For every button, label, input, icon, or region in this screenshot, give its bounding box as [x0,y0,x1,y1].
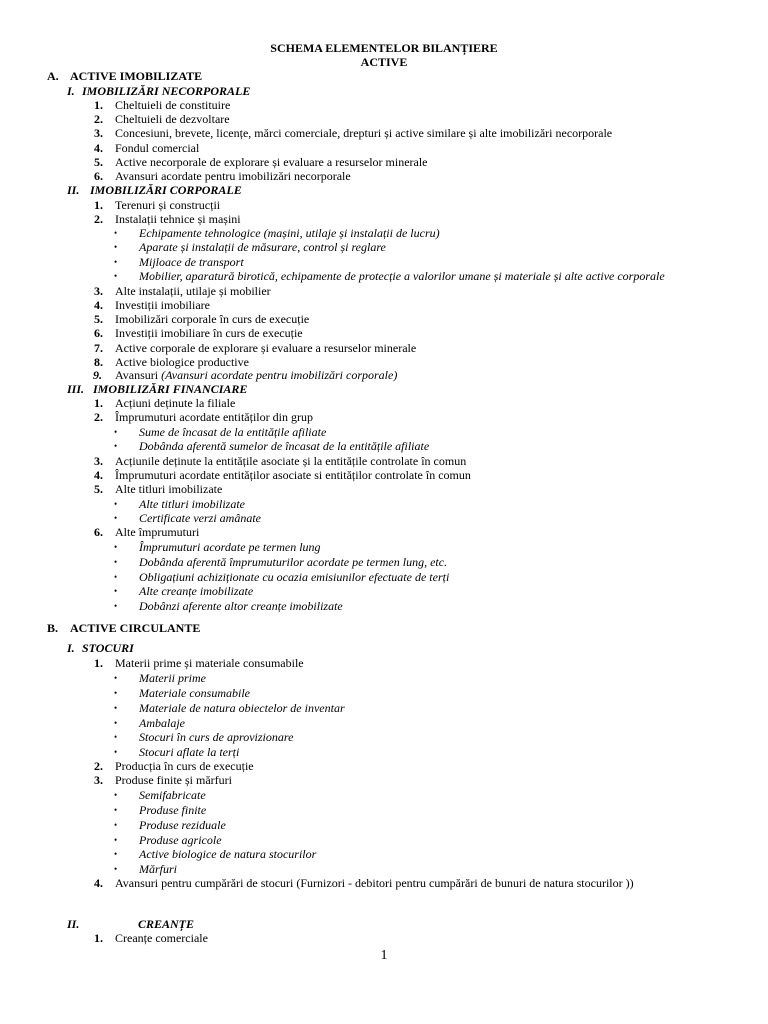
bullet-text: Sume de încasat de la entitățile afiliate [139,425,327,439]
item-number: 4. [94,298,103,312]
item-number: 4. [94,876,103,890]
subsection-label: II. [67,183,80,197]
bullet-text: Mărfuri [139,862,178,876]
item-text: Investiții imobiliare [115,298,210,312]
item-number: 6. [94,525,103,539]
page-number: 1 [380,948,388,963]
bullet-icon: • [114,427,118,437]
item-text: Active biologice productive [115,355,249,369]
item-text: Instalații tehnice și mașini [115,212,241,226]
bullet-text: Semifabricate [139,788,206,802]
subsection-heading: STOCURI [82,641,134,655]
item-text-main: Avansuri [115,368,162,382]
item-number: 2. [94,112,103,126]
subsection-label: III. [67,382,85,396]
item-text: Cheltuieli de constituire [115,98,231,112]
item-number: 3. [94,454,103,468]
bullet-icon: • [114,228,118,238]
bullet-icon: • [114,747,118,757]
item-number: 8. [94,355,103,369]
item-text: Alte instalații, utilaje și mobilier [115,284,271,298]
bullet-icon: • [114,790,118,800]
item-text: Alte împrumuturi [115,525,200,539]
item-text: Împrumuturi acordate entităților din grup [115,410,313,424]
bullet-text: Certificate verzi amânate [139,511,261,525]
item-number: 2. [94,410,103,424]
item-text: Alte titluri imobilizate [115,482,223,496]
bullet-text: Stocuri în curs de aprovizionare [139,730,294,744]
item-text: Active necorporale de explorare și evaluare a resurselor minerale [115,155,428,169]
bullet-text: Materii prime [139,671,206,685]
item-number: 3. [94,126,103,140]
bullet-text: Ambalaje [139,716,185,730]
bullet-text: Aparate și instalații de măsurare, control și reglare [139,240,386,254]
bullet-icon: • [114,835,118,845]
item-text: Active corporale de explorare și evaluare a resurselor minerale [115,341,417,355]
section-heading: ACTIVE IMOBILIZATE [70,69,203,83]
item-text: Împrumuturi acordate entităților asociate si entităților controlate în comun [115,468,471,482]
item-number: 5. [94,482,103,496]
item-text: Creanțe comerciale [115,931,208,945]
bullet-icon: • [114,557,118,567]
bullet-icon: • [114,586,118,596]
bullet-icon: • [114,864,118,874]
bullet-icon: • [114,441,118,451]
subsection-heading: CREANȚE [138,917,195,931]
item-text: Acțiunile deținute la entitățile asociate și la entitățile controlate în comun [115,454,467,468]
item-text-note: (Avansuri acordate pentru imobilizări corporale) [161,368,398,382]
item-text: Terenuri și construcții [115,198,221,212]
document-title: SCHEMA ELEMENTELOR BILANȚIERE [270,41,498,55]
bullet-text: Echipamente tehnologice (mașini, utilaje și instalații de lucru) [139,226,440,240]
item-text: Avansuri pentru cumpărări de stocuri (Furnizori - debitori pentru cumpărări de bunuri de natura stocurilor )) [115,876,634,890]
bullet-icon: • [114,542,118,552]
bullet-text: Mobilier, aparatură birotică, echipamente de protecție a valorilor umane și materiale și alte active corporale [139,269,665,283]
item-number: 5. [94,312,103,326]
item-number: 2. [94,759,103,773]
subsection-label: I. [67,641,75,655]
item-text: Cheltuieli de dezvoltare [115,112,230,126]
item-number: 9. [93,368,102,382]
item-text [115,368,397,383]
item-number: 3. [94,773,103,787]
item-text: Concesiuni, brevete, licențe, mărci comerciale, drepturi și active similare și alte imobilizări necorporale [115,126,613,140]
item-number: 6. [94,169,103,183]
bullet-text: Împrumuturi acordate pe termen lung [139,540,321,554]
item-number: 1. [94,396,103,410]
bullet-text: Dobânda aferentă sumelor de încasat de la entitățile afiliate [139,439,430,453]
bullet-icon: • [114,703,118,713]
item-number: 4. [94,468,103,482]
item-number: 5. [94,155,103,169]
bullet-icon: • [114,849,118,859]
item-number: 7. [94,341,103,355]
item-number: 1. [94,198,103,212]
section-label: B. [47,621,59,635]
item-text: Producția în curs de execuție [115,759,254,773]
bullet-text: Active biologice de natura stocurilor [139,847,317,861]
bullet-icon: • [114,805,118,815]
item-number: 1. [94,656,103,670]
bullet-icon: • [114,499,118,509]
bullet-icon: • [114,732,118,742]
item-text: Avansuri acordate pentru imobilizări necorporale [115,169,351,183]
item-number: 4. [94,141,103,155]
item-text: Acțiuni deținute la filiale [115,396,236,410]
item-text: Fondul comercial [115,141,200,155]
bullet-text: Alte creanțe imobilizate [139,584,254,598]
bullet-text: Produse agricole [139,833,222,847]
subsection-heading: IMOBILIZĂRI FINANCIARE [93,382,248,396]
subsection-heading: IMOBILIZĂRI CORPORALE [90,183,242,197]
document-subtitle: ACTIVE [360,55,408,69]
item-number: 1. [94,98,103,112]
item-number: 3. [94,284,103,298]
subsection-heading: IMOBILIZĂRI NECORPORALE [82,84,251,98]
item-number: 6. [94,326,103,340]
bullet-icon: • [114,572,118,582]
bullet-icon: • [114,688,118,698]
bullet-icon: • [114,673,118,683]
bullet-text: Stocuri aflate la terți [139,745,240,759]
item-text: Investiții imobiliare în curs de execuție [115,326,303,340]
bullet-text: Produse finite [139,803,207,817]
bullet-icon: • [114,257,118,267]
subsection-label: II. [67,917,80,931]
bullet-icon: • [114,601,118,611]
item-number: 2. [94,212,103,226]
item-number: 1. [94,931,103,945]
section-heading: ACTIVE CIRCULANTE [70,621,201,635]
bullet-text: Materiale consumabile [139,686,250,700]
bullet-text: Mijloace de transport [139,255,244,269]
item-text: Produse finite și mărfuri [115,773,232,787]
bullet-text: Obligațiuni achiziționate cu ocazia emisiunilor efectuate de terți [139,570,450,584]
bullet-icon: • [114,242,118,252]
bullet-icon: • [114,513,118,523]
item-text: Imobilizări corporale în curs de execuție [115,312,310,326]
item-text: Materii prime și materiale consumabile [115,656,304,670]
bullet-text: Materiale de natura obiectelor de inventar [139,701,345,715]
bullet-text: Produse reziduale [139,818,226,832]
bullet-icon: • [114,271,118,281]
bullet-icon: • [114,718,118,728]
subsection-label: I. [67,84,75,98]
section-label: A. [47,69,59,83]
bullet-text: Dobânzi aferente altor creanțe imobilizate [139,599,343,613]
bullet-text: Alte titluri imobilizate [139,497,245,511]
bullet-text: Dobânda aferentă împrumuturilor acordate pe termen lung, etc. [139,555,448,569]
bullet-icon: • [114,820,118,830]
